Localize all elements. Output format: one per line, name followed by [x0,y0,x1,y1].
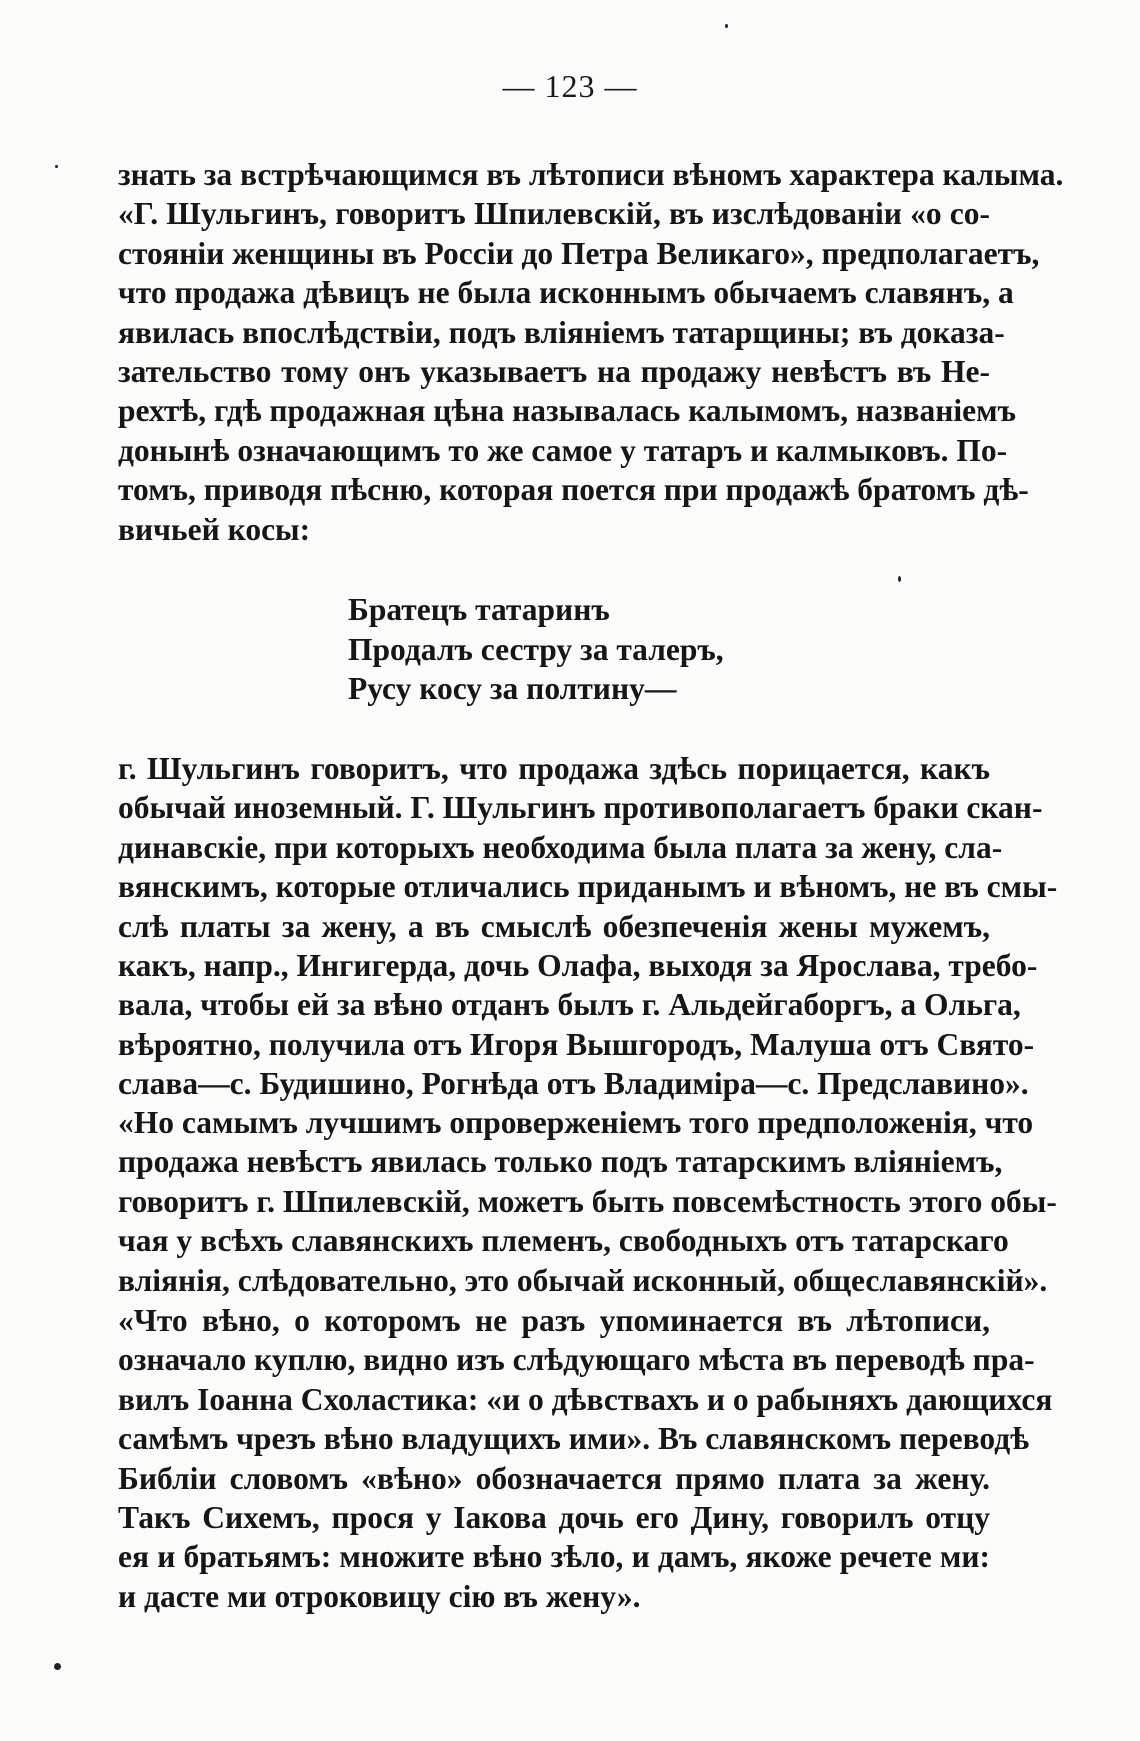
text-line: рехтѣ, гдѣ продажная цѣна называлась калымомъ, названіемъ [118,393,1016,429]
text-line: какъ, напр., Ингигерда, дочь Олафа, выходя за Ярослава, требо- [118,947,1038,983]
text-line: Такъ Сихемъ, прося у Іакова дочь его Дину, говорилъ отцу [118,1499,990,1535]
text-line: самѣмъ чрезъ вѣно владущихъ ими». Въ славянскомъ переводѣ [118,1421,1030,1457]
text-line: вичьей косы: [118,511,311,547]
text-line: знать за встрѣчающимся въ лѣтописи вѣномъ характера калыма. [118,157,1064,192]
text-line: Библіи словомъ «вѣно» обозначается прямо плата за жену. [118,1460,990,1496]
ink-speck [725,24,728,28]
paragraph-4 [118,1301,1053,1616]
text-line: продажа невѣстъ явилась только подъ татарскимъ вліяніемъ, [118,1144,1003,1180]
ink-speck [54,1663,61,1670]
text-line: слава—с. Будишино, Рогнѣда отъ Владиміра—с. Предславино». [118,1066,1029,1102]
ink-speck [898,576,901,582]
text-line: стояніи женщины въ Россіи до Петра Великаго», предполагаетъ, [118,235,1040,271]
paragraph-1 [118,155,1064,549]
paragraph-2 [118,749,1058,1104]
text-line: вянскимъ, которые отличались приданымъ и вѣномъ, не въ смы- [118,869,1058,905]
poem-line: Братецъ татаринъ [348,592,610,627]
text-line: означало куплю, видно изъ слѣдующаго мѣста въ переводѣ пра- [118,1342,1035,1378]
text-line: «Но самымъ лучшимъ опроверженіемъ того предположенія, что [118,1105,1034,1140]
text-line: ея и братьямъ: множите вѣно зѣло, и дамъ, якоже речете ми: [118,1539,990,1575]
text-line: вѣроятно, получила отъ Игоря Вышгородъ, Малуша отъ Свято- [118,1026,1035,1062]
text-line: что продажа дѣвицъ не была исконнымъ обычаемъ славянъ, а [118,275,1014,311]
text-line: зательство тому онъ указываетъ на продажу невѣстъ въ Не- [118,353,990,389]
poem-quote [348,590,724,709]
text-line: явилась впослѣдствіи, подъ вліяніемъ татарщины; въ доказа- [118,314,1005,350]
text-line: и дасте ми отроковицу сію въ жену». [118,1578,641,1614]
text-line: донынѣ означающимъ то же самое у татаръ и калмыковъ. По- [118,432,1008,468]
text-line: «Г. Шульгинъ, говоритъ Шпилевскій, въ изслѣдованіи «о со- [118,196,990,232]
paragraph-3 [118,1103,1057,1300]
text-line: вліянія, слѣдовательно, это обычай исконный, общеславянскій». [118,1262,1048,1298]
text-line: вилъ Іоанна Схоластика: «и о дѣвствахъ и о рабыняхъ дающихся [118,1381,1053,1417]
text-line: динавскіе, при которыхъ необходима была плата за жену, сла- [118,829,1003,865]
poem-line: Русу косу за полтину— [348,671,677,706]
poem-line: Продалъ сестру за талеръ, [348,631,724,667]
ink-speck [55,165,58,168]
text-line: обычай иноземный. Г. Шульгинъ противополагаетъ браки скан- [118,790,1043,826]
text-line: вала, чтобы ей за вѣно отданъ былъ г. Альдейгаборгъ, а Ольга, [118,987,1021,1023]
text-line: слѣ платы за жену, а въ смыслѣ обезпеченія жены мужемъ, [118,908,990,944]
page-number: — 123 — [502,68,638,104]
text-line: г. Шульгинъ говоритъ, что продажа здѣсь порицается, какъ [118,751,990,786]
text-line: чая у всѣхъ славянскихъ племенъ, свободныхъ отъ татарскаго [118,1223,1009,1259]
text-line: томъ, приводя пѣсню, которая поется при продажѣ братомъ дѣ- [118,472,1029,508]
text-line: говоритъ г. Шпилевскій, можетъ быть повсемѣстность этого обы- [118,1183,1057,1219]
text-line: «Что вѣно, о которомъ не разъ упоминается въ лѣтописи, [118,1303,990,1338]
